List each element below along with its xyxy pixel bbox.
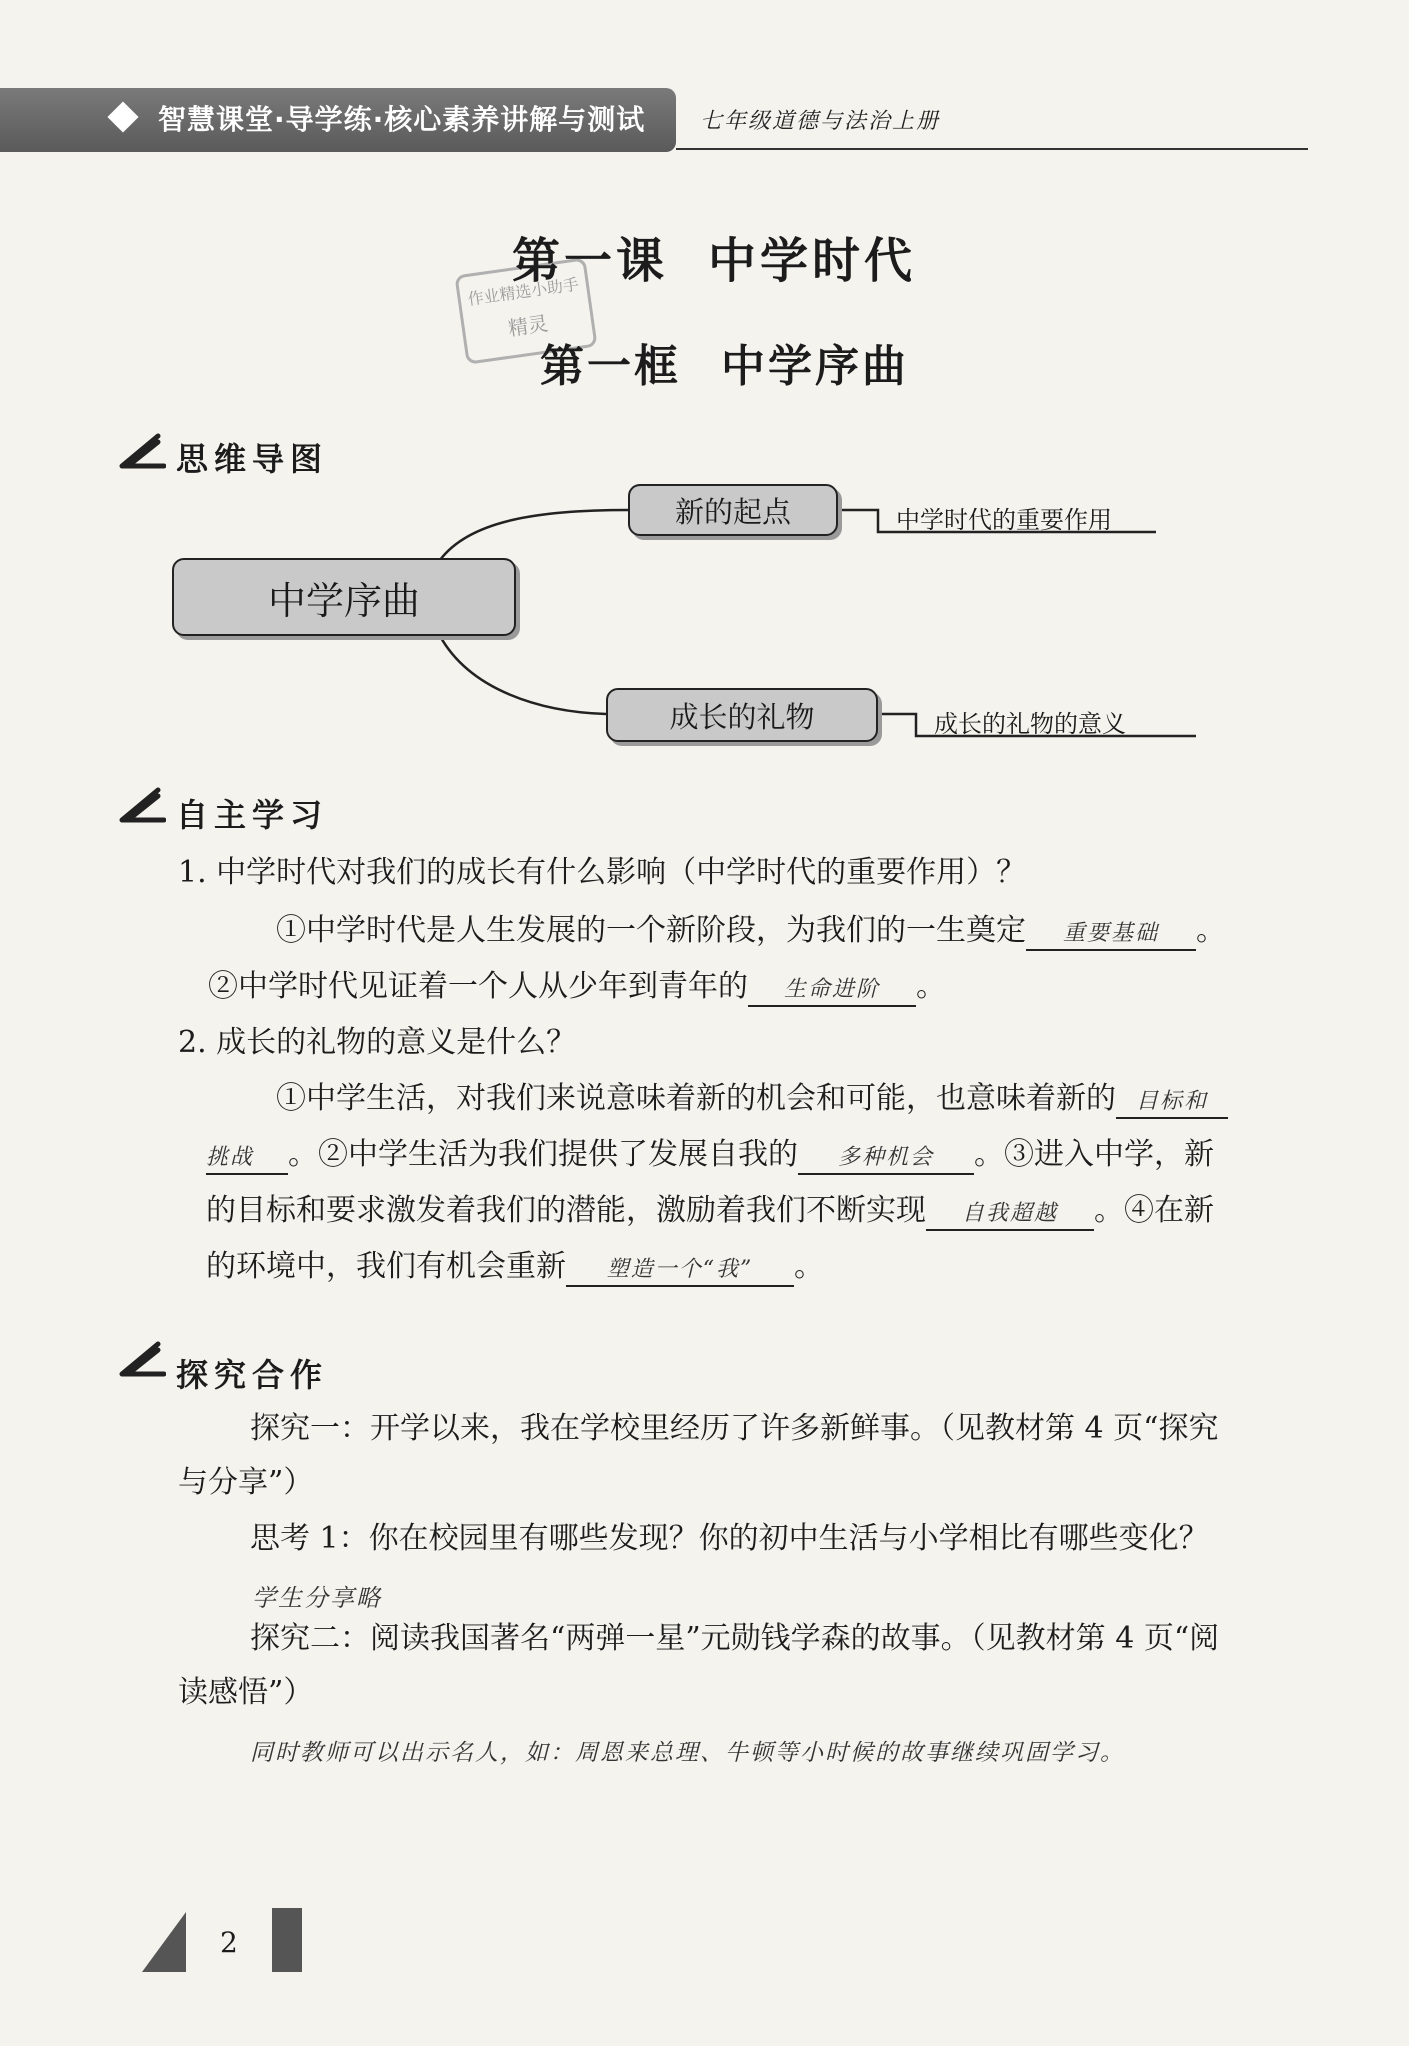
grade-subject: 七年级道德与法治上册 <box>700 109 941 134</box>
handwritten-answer: 学生分享略 <box>252 1584 382 1612</box>
q2-line-4-text: 的环境中，我们有机会重新 <box>206 1249 566 1284</box>
q2-line-2-text-b: 。③进入中学，新 <box>974 1137 1214 1172</box>
frame-name: 中学序曲 <box>721 341 909 392</box>
answer-blank: 自我超越 <box>926 1199 1094 1231</box>
mindmap-root-node: 中学序曲 <box>172 558 516 636</box>
inquiry-1-line-1: 探究一：开学以来，我在学校里经历了许多新鲜事。（见教材第 4 页“探究 <box>250 1411 1219 1446</box>
q2-line-3-end: 。④在新 <box>1094 1193 1214 1228</box>
corner-triangle-icon <box>142 1912 186 1972</box>
stamp-line-1: 作业精选小助手 <box>466 274 581 309</box>
section-heading-inquiry: 探究合作 <box>176 1356 329 1394</box>
q1-line-1-text: ①中学时代是人生发展的一个新阶段，为我们的一生奠定 <box>276 913 1026 948</box>
answer-blank: 重要基础 <box>1026 919 1196 951</box>
q2-line-3-text: 的目标和要求激发着我们的潜能，激励着我们不断实现 <box>206 1193 926 1228</box>
q2-line-2-text: 。②中学生活为我们提供了发展自我的 <box>288 1137 798 1172</box>
stamp-line-2: 精灵 <box>506 311 550 341</box>
inquiry-1-line-2: 与分享”） <box>178 1465 314 1500</box>
lesson-number: 第一课 <box>512 233 669 289</box>
q2-line-1-text: ①中学生活，对我们来说意味着新的机会和可能，也意味着新的 <box>276 1081 1116 1116</box>
section-heading-self-study: 自主学习 <box>176 796 329 834</box>
section-heading-mindmap: 思维导图 <box>176 440 329 478</box>
pencil-ruler-icon <box>118 784 166 824</box>
lesson-name: 中学时代 <box>708 233 917 289</box>
q1-line-2 <box>208 969 946 1007</box>
inquiry-2-line-1: 探究二：阅读我国著名“两弹一星”元勋钱学森的故事。（见教材第 4 页“阅 <box>250 1621 1220 1656</box>
q2-line-4 <box>206 1249 824 1287</box>
mindmap-connectors <box>0 0 1409 800</box>
mindmap-branch-new-start: 新的起点 <box>628 484 838 536</box>
q2-line-3 <box>206 1193 1214 1231</box>
think-1: 思考 1：你在校园里有哪些发现？你的初中生活与小学相比有哪些变化？ <box>250 1521 1209 1556</box>
teacher-note: 同时教师可以出示名人，如：周恩来总理、牛顿等小时候的故事继续巩固学习。 <box>250 1740 1125 1766</box>
pencil-ruler-icon <box>118 1338 166 1378</box>
answer-blank: 挑战 <box>206 1143 288 1175</box>
corner-bar <box>272 1908 302 1972</box>
answer-blank: 塑造一个“我” <box>566 1255 794 1287</box>
q2-line-2 <box>206 1137 1214 1175</box>
punct: 。 <box>916 969 946 1004</box>
punct: 。 <box>794 1249 824 1284</box>
q1-line-2-text: ②中学时代见证着一个人从少年到青年的 <box>208 969 748 1004</box>
answer-blank: 生命进阶 <box>748 975 916 1007</box>
inquiry-2-line-2: 读感悟”） <box>178 1675 314 1710</box>
question-1: 1. 中学时代对我们的成长有什么影响（中学时代的重要作用）？ <box>178 855 1027 890</box>
answer-blank: 多种机会 <box>798 1143 974 1175</box>
answer-blank: 目标和 <box>1116 1087 1228 1119</box>
mindmap-branch-gift: 成长的礼物 <box>606 688 878 742</box>
mindmap-leaf-importance: 中学时代的重要作用 <box>896 506 1112 534</box>
frame-number: 第一框 <box>540 341 681 392</box>
page-number: 2 <box>220 1926 238 1959</box>
punct: 。 <box>1196 913 1226 948</box>
question-2: 2. 成长的礼物的意义是什么？ <box>178 1025 577 1060</box>
mindmap-leaf-meaning: 成长的礼物的意义 <box>934 710 1126 738</box>
q2-line-1 <box>276 1081 1228 1119</box>
series-title: 智慧课堂·导学练·核心素养讲解与测试 <box>158 103 646 136</box>
q1-line-1 <box>276 913 1226 951</box>
